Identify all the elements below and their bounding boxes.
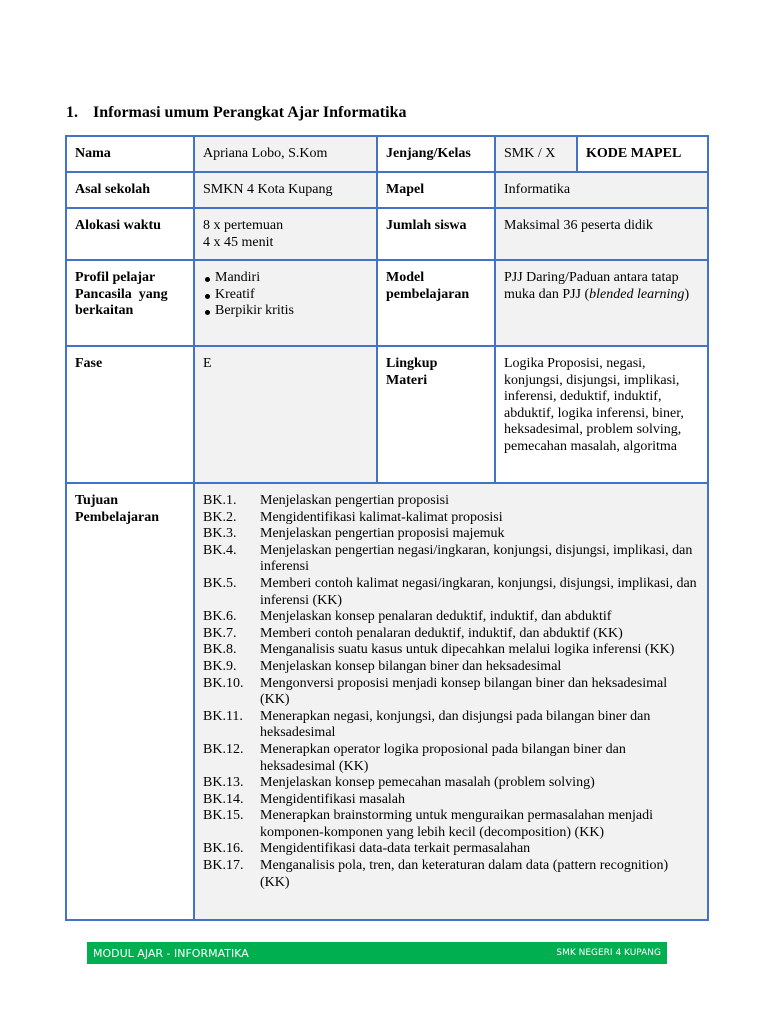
- objective-text: Memberi contoh penalaran deduktif, induktif, dan abduktif (KK): [260, 625, 623, 641]
- objective-text: Menjelaskan pengertian proposisi: [260, 493, 449, 508]
- lingkup-label-line-1: Lingkup: [386, 356, 438, 371]
- profil-label-line-2: Pancasila yang: [75, 286, 168, 302]
- profil-bullet-list: [203, 270, 368, 320]
- label-lingkup-materi: [377, 346, 495, 483]
- objective-code: BK.3.: [203, 526, 237, 542]
- objective-code: BK.11.: [203, 708, 243, 724]
- objective-text: Menjelaskan konsep penalaran deduktif, induktif, dan abduktif: [260, 609, 612, 625]
- kode-mapel: KODE MAPEL: [577, 136, 708, 172]
- label-profil-pelajar: [66, 260, 194, 346]
- table-row: [66, 172, 708, 208]
- list-item: [203, 642, 699, 659]
- list-item: [203, 676, 699, 709]
- alokasi-line-1: 8 x pertemuan: [203, 218, 284, 233]
- list-item: [203, 626, 699, 643]
- tujuan-label-line-2: Pembelajaran: [75, 509, 159, 525]
- objective-code: BK.14.: [203, 791, 244, 807]
- objective-text: Menjelaskan konsep bilangan biner dan heksadesimal: [260, 658, 562, 674]
- objective-code: BK.6.: [203, 609, 237, 625]
- list-item: [203, 493, 699, 510]
- objective-text: Menerapkan operator logika proposional pada bilangan biner dan heksadesimal (KK): [260, 741, 626, 774]
- objective-code: BK.9.: [203, 658, 237, 674]
- value-model-pembelajaran: [495, 260, 708, 346]
- label-tujuan-pembelajaran: [66, 483, 194, 920]
- objective-text: Menjelaskan pengertian proposisi majemuk: [260, 526, 505, 542]
- table-row: [66, 483, 708, 920]
- table-row: [66, 208, 708, 260]
- objective-text: Mengonversi proposisi menjadi konsep bilangan biner dan heksadesimal (KK): [260, 675, 668, 708]
- list-item: [203, 526, 699, 543]
- objective-text: Menerapkan negasi, konjungsi, dan disjungsi pada bilangan biner dan heksadesimal: [260, 708, 651, 741]
- list-item: [203, 792, 699, 809]
- objective-text: Menjelaskan konsep pemecahan masalah (problem solving): [260, 775, 595, 791]
- list-item: [203, 841, 699, 858]
- objective-text: Menganalisis suatu kasus untuk dipecahkan melalui logika inferensi (KK): [260, 642, 675, 658]
- list-item: [203, 775, 699, 792]
- list-item: Berpikir kritis: [203, 303, 368, 320]
- list-item: [203, 543, 699, 576]
- model-label-line-2: pembelajaran: [386, 286, 470, 302]
- table-row: [66, 346, 708, 483]
- list-item: [203, 858, 699, 891]
- value-profil-pelajar: [194, 260, 377, 346]
- profil-label-line-1: Profil pelajar: [75, 270, 156, 285]
- section-number: 1.: [66, 104, 78, 121]
- objective-text: Menjelaskan pengertian negasi/ingkaran, konjungsi, disjungsi, implikasi, dan inferensi: [260, 542, 693, 575]
- list-item: [203, 659, 699, 676]
- footer-right-text: SMK NEGERI 4 KUPANG: [556, 948, 661, 958]
- value-lingkup-materi: Logika Proposisi, negasi, konjungsi, disjungsi, implikasi, inferensi, deduktif, induktif, abduktif, logika inferensi, biner, heksadesimal, problem solving, pemecahan masalah, algoritma: [495, 346, 708, 483]
- footer-left-text: MODUL AJAR - INFORMATIKA: [93, 946, 249, 960]
- value-nama: Apriana Lobo, S.Kom: [194, 136, 377, 172]
- value-fase: E: [194, 346, 377, 483]
- label-asal-sekolah: Asal sekolah: [66, 172, 194, 208]
- list-item: [203, 510, 699, 527]
- objective-text: Menganalisis pola, tren, dan keteraturan dalam data (pattern recognition) (KK): [260, 858, 669, 890]
- alokasi-line-2: 4 x 45 menit: [203, 234, 274, 250]
- value-jenjang-kelas: SMK / X: [495, 136, 577, 172]
- objective-code: BK.15.: [203, 808, 244, 824]
- profil-label-line-3: berkaitan: [75, 303, 134, 319]
- objective-code: BK.8.: [203, 642, 237, 658]
- objective-text: Mengidentifikasi masalah: [260, 791, 406, 807]
- objective-text: Memberi contoh kalimat negasi/ingkaran, konjungsi, disjungsi, implikasi, dan inferensi (KK): [260, 575, 697, 608]
- list-item: [203, 576, 699, 609]
- table-row: [66, 136, 708, 172]
- objective-code: BK.10.: [203, 675, 244, 691]
- page-footer: [87, 942, 667, 964]
- value-tujuan-pembelajaran: [194, 483, 708, 920]
- list-item: Mandiri: [203, 270, 368, 287]
- label-nama: Nama: [66, 136, 194, 172]
- objective-code: BK.12.: [203, 741, 244, 757]
- value-mapel: Informatika: [495, 172, 708, 208]
- label-model-pembelajaran: [377, 260, 495, 346]
- section-heading: [66, 104, 406, 122]
- section-title: Informasi umum Perangkat Ajar Informatika: [93, 104, 407, 121]
- objective-code: BK.2.: [203, 509, 237, 525]
- model-label-line-1: Model: [386, 270, 425, 285]
- model-text: PJJ Daring/Paduan antara tatap muka dan PJJ (: [504, 270, 679, 302]
- objective-text: Menerapkan brainstorming untuk menguraikan permasalahan menjadi komponen-komponen yang lebih kecil (decomposition) (KK): [260, 808, 654, 840]
- model-text-suffix: ): [684, 286, 690, 302]
- label-mapel: Mapel: [377, 172, 495, 208]
- objective-text: Mengidentifikasi data-data terkait permasalahan: [260, 841, 531, 857]
- list-item: [203, 808, 699, 841]
- objective-code: BK.1.: [203, 493, 237, 508]
- value-asal-sekolah: SMKN 4 Kota Kupang: [194, 172, 377, 208]
- objective-code: BK.5.: [203, 575, 237, 591]
- objective-code: BK.4.: [203, 542, 237, 558]
- info-table: [65, 135, 709, 921]
- objective-text: Mengidentifikasi kalimat-kalimat proposisi: [260, 509, 503, 525]
- objective-code: BK.17.: [203, 858, 244, 874]
- list-item: [203, 709, 699, 742]
- label-alokasi-waktu: Alokasi waktu: [66, 208, 194, 260]
- value-jumlah-siswa: Maksimal 36 peserta didik: [495, 208, 708, 260]
- label-jumlah-siswa: Jumlah siswa: [377, 208, 495, 260]
- lingkup-label-line-2: Materi: [386, 372, 428, 388]
- list-item: [203, 609, 699, 626]
- list-item: [203, 742, 699, 775]
- list-item: Kreatif: [203, 287, 368, 304]
- objective-code: BK.16.: [203, 841, 244, 857]
- tujuan-label-line-1: Tujuan: [75, 493, 119, 508]
- label-fase: Fase: [66, 346, 194, 483]
- model-text-italic: blended learning: [589, 286, 685, 302]
- value-alokasi-waktu: [194, 208, 377, 260]
- label-jenjang-kelas: Jenjang/Kelas: [377, 136, 495, 172]
- objective-code: BK.13.: [203, 775, 244, 791]
- table-row: [66, 260, 708, 346]
- objective-list: [203, 493, 699, 891]
- objective-code: BK.7.: [203, 625, 237, 641]
